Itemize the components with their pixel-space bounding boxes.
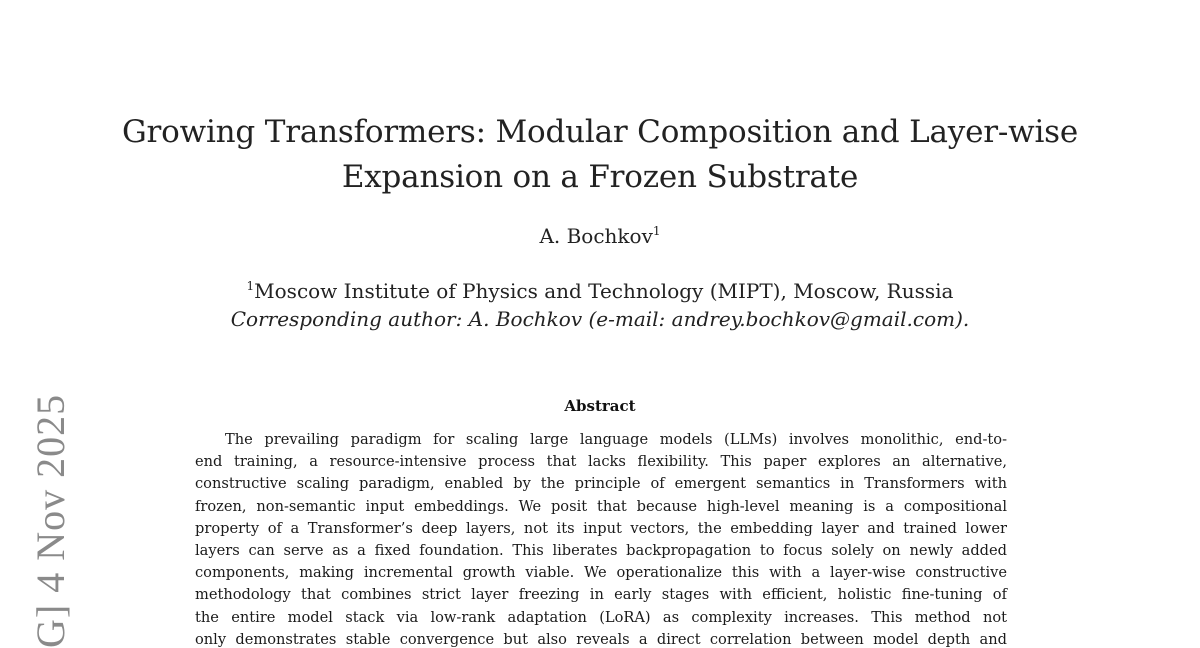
abstract-heading: Abstract [564, 397, 636, 415]
abstract-line: only demonstrates stable convergence but also reveals a direct correlation between model depth and [195, 630, 1007, 648]
abstract-line: constructive scaling paradigm, enabled by the principle of emergent semantics in Transformers with [195, 475, 1007, 493]
arxiv-side-stamp: G] 4 Nov 2025 [28, 393, 73, 648]
affiliation-text: Moscow Institute of Physics and Technology (MIPT), Moscow, Russia [254, 279, 954, 303]
abstract-line: components, making incremental growth viable. We operationalize this with a layer-wise constructive [195, 564, 1007, 582]
affiliation-marker: 1 [246, 279, 255, 293]
author-name: A. Bochkov [539, 224, 653, 248]
affiliation-block [0, 272, 1200, 333]
abstract-line: property of a Transformer’s deep layers, not its input vectors, the embedding layer and trained lower [195, 519, 1007, 537]
abstract-line: the entire model stack via low-rank adaptation (LoRA) as complexity increases. This method not [195, 608, 1007, 626]
title-line: Expansion on a Frozen Substrate [341, 159, 859, 195]
abstract-line: layers can serve as a fixed foundation. This liberates backpropagation to focus solely on newly added [195, 542, 1007, 560]
title-line: Growing Transformers: Modular Composition and Layer-wise [121, 114, 1079, 150]
corresponding-author: Corresponding author: A. Bochkov (e-mail: andrey.bochkov@gmail.com). [230, 307, 970, 331]
author-line [0, 224, 1200, 248]
abstract-line: methodology that combines strict layer freezing in early stages with efficient, holistic fine-tuning of [195, 586, 1007, 604]
abstract-line: frozen, non-semantic input embeddings. We posit that because high-level meaning is a compositional [195, 497, 1007, 515]
paper-title [0, 110, 1200, 200]
abstract-line: end training, a resource-intensive process that lacks flexibility. This paper explores an alternative, [195, 453, 1007, 471]
author-affiliation-marker: 1 [652, 224, 661, 238]
abstract-line: The prevailing paradigm for scaling large language models (LLMs) involves monolithic, end-to- [225, 431, 1007, 448]
abstract-body [195, 429, 1007, 648]
affiliation-line [247, 279, 954, 303]
